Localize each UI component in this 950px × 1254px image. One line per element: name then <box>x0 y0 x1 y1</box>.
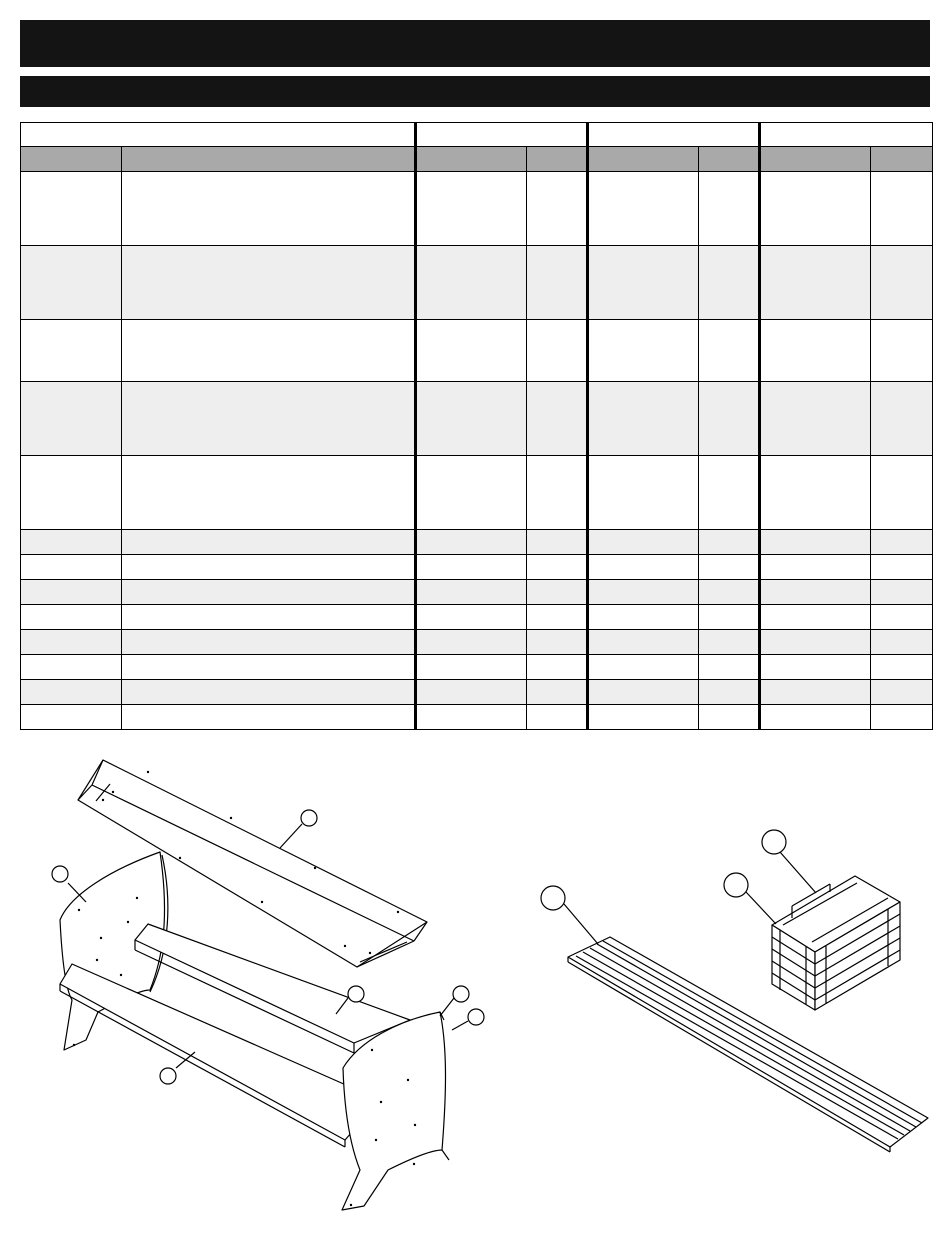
bench-exploded-view <box>52 760 484 1210</box>
slat-basket <box>772 876 900 1010</box>
callout-circles-right <box>541 830 786 910</box>
